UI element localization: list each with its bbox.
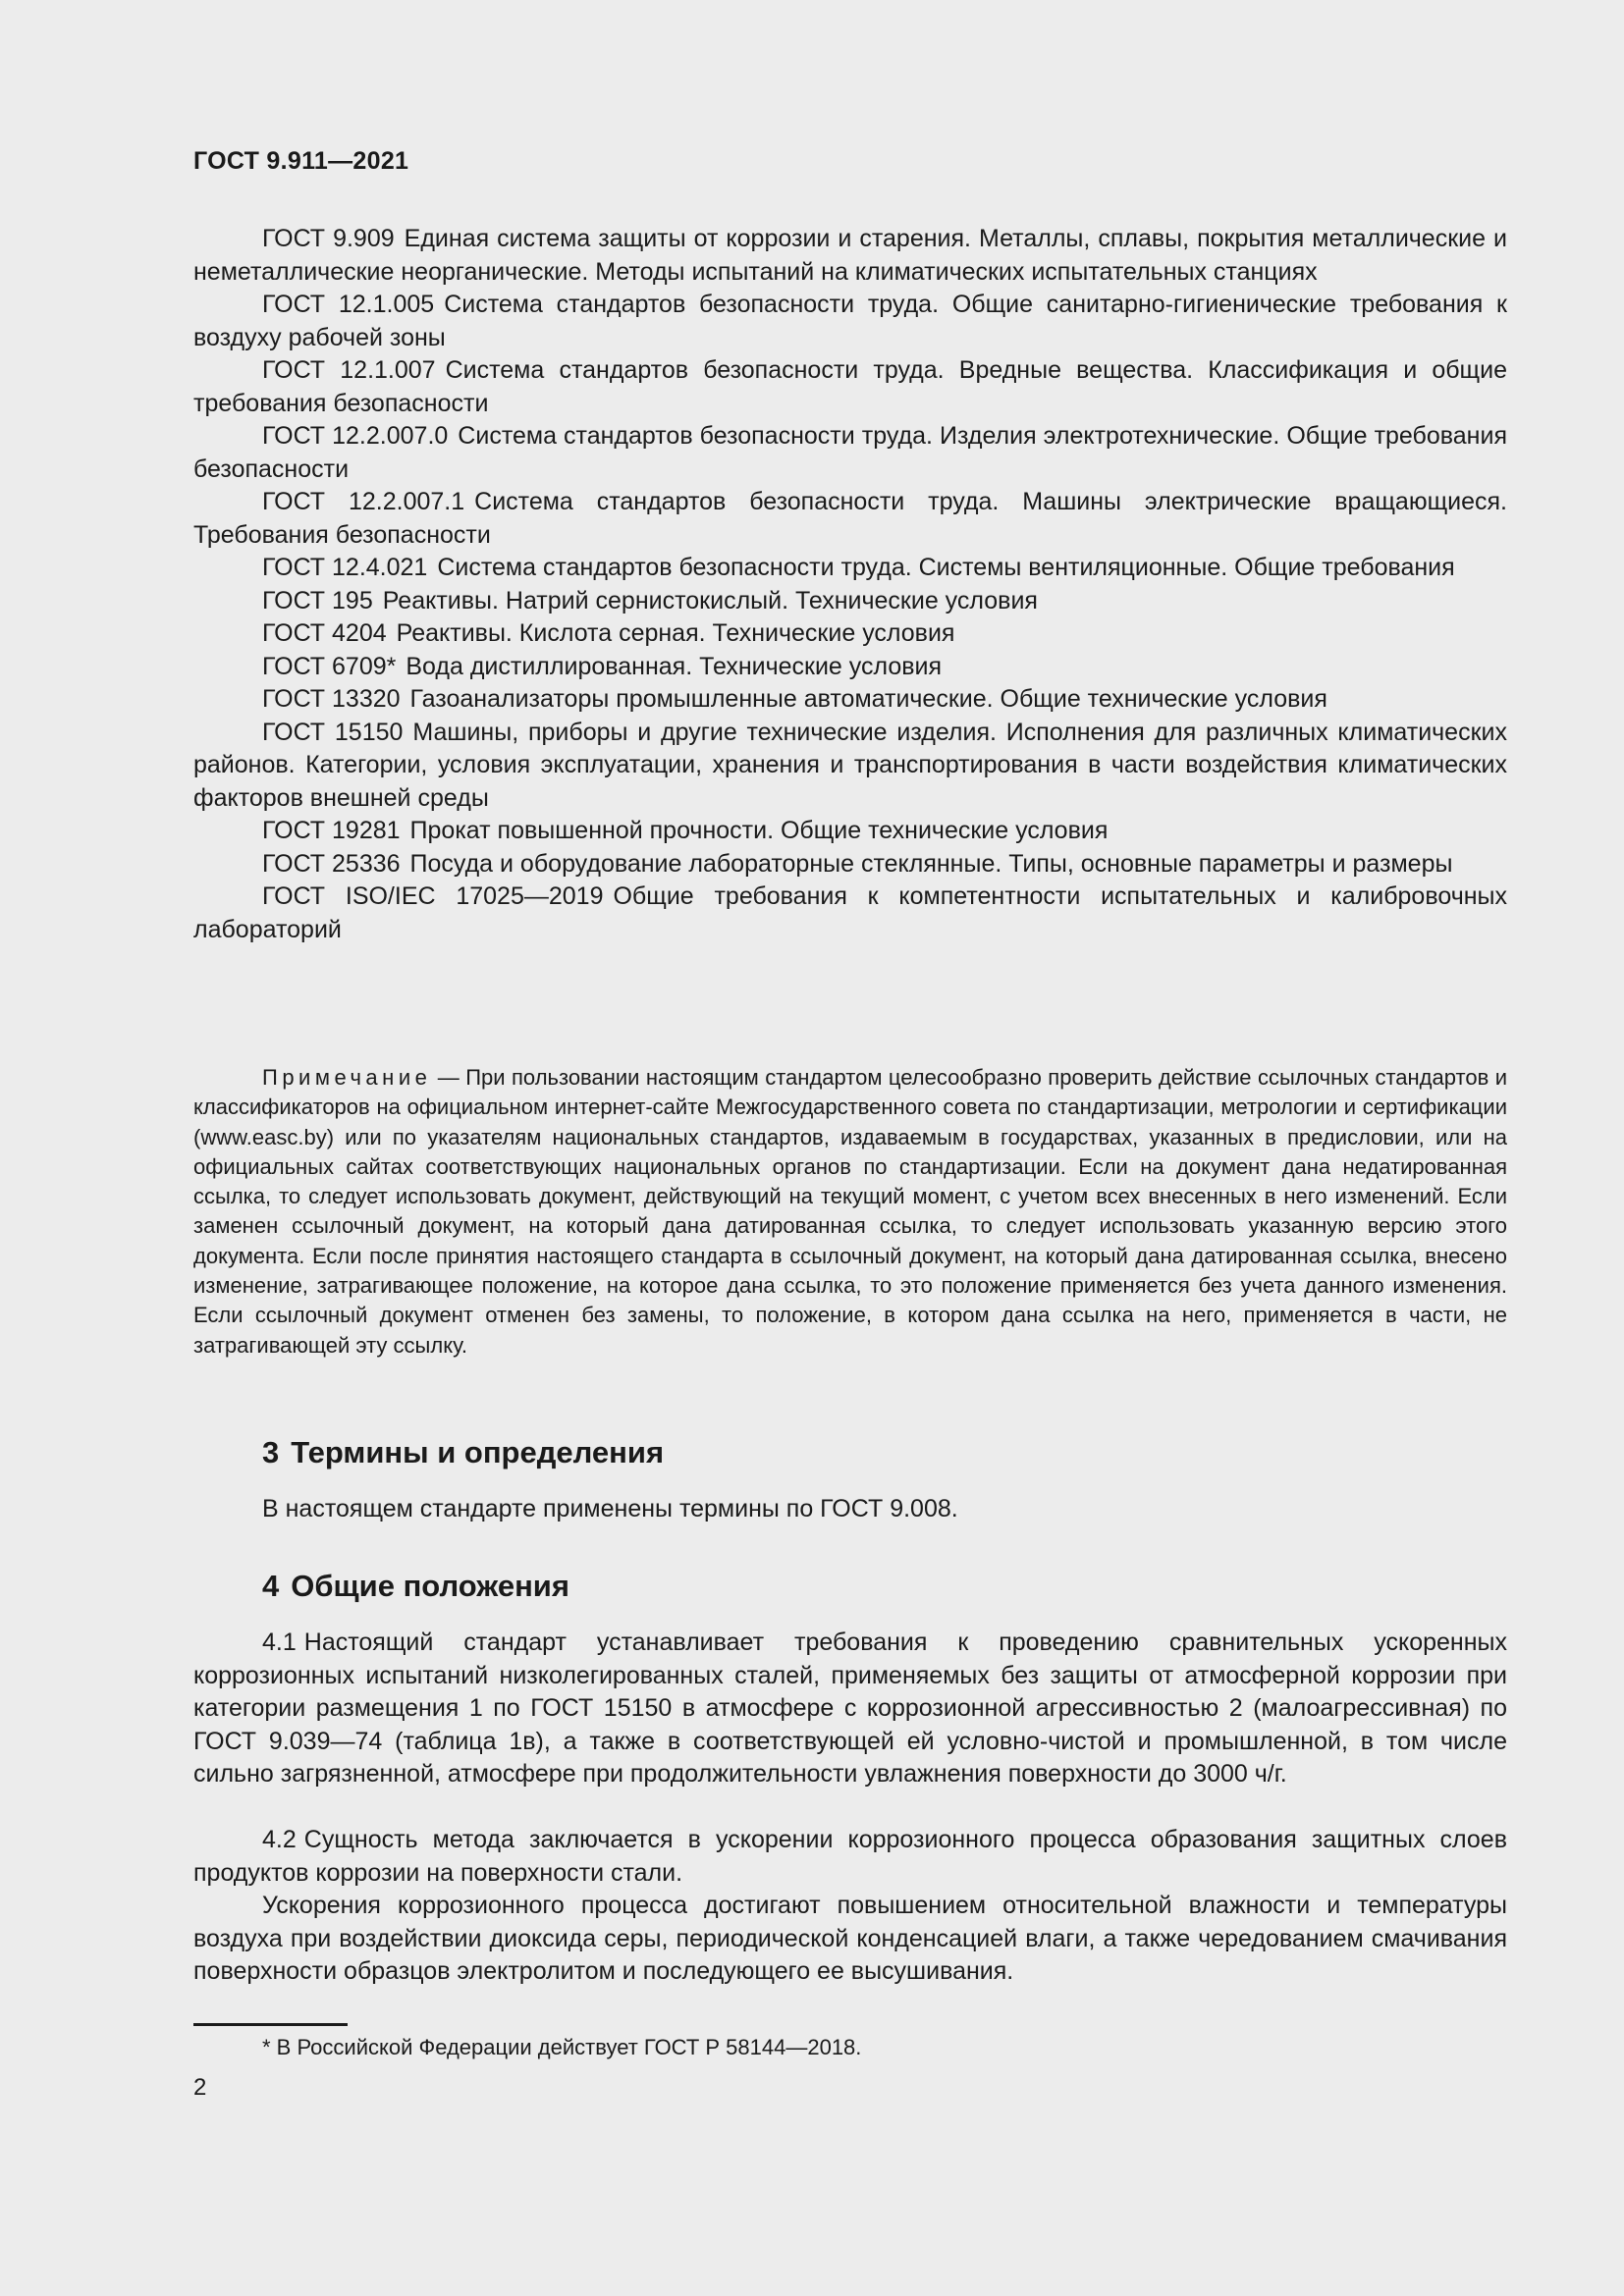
reference-code: ГОСТ 12.2.007.0 [262, 422, 449, 450]
note-block [193, 1063, 1507, 1361]
note-label: Примечание [262, 1065, 432, 1090]
section-number: 4 [262, 1569, 280, 1603]
reference-code: ГОСТ 12.4.021 [262, 554, 428, 581]
footnote-divider [193, 2023, 348, 2026]
reference-code: ГОСТ 12.2.007.1 [262, 488, 465, 515]
reference-code: ГОСТ 12.1.005 [262, 291, 435, 318]
reference-code: ГОСТ 195 [262, 586, 373, 614]
reference-code: ГОСТ 19281 [262, 817, 401, 844]
reference-title: Система стандартов безопасности труда. Машины электрические вращающиеся. Требования безопасности [193, 488, 1508, 549]
reference-item [193, 354, 1507, 420]
reference-item [193, 848, 1507, 881]
page-number: 2 [193, 2074, 207, 2101]
reference-title: Система стандартов безопасности труда. Вредные вещества. Классификация и общие требования безопасности [193, 356, 1507, 417]
normative-references-list [193, 223, 1507, 946]
reference-title: Прокат повышенной прочности. Общие технические условия [409, 817, 1109, 844]
reference-title: Газоанализаторы промышленные автоматические. Общие технические условия [409, 685, 1327, 713]
reference-title: Реактивы. Натрий сернистокислый. Технические условия [382, 586, 1038, 614]
section-3-text: В настоящем стандарте применены термины по ГОСТ 9.008. [262, 1495, 958, 1522]
reference-item [193, 420, 1507, 486]
reference-code: ГОСТ 6709* [262, 652, 397, 680]
reference-title: Система стандартов безопасности труда. Системы вентиляционные. Общие требования [437, 554, 1455, 581]
reference-code: ГОСТ 25336 [262, 849, 401, 878]
reference-item [193, 289, 1507, 354]
note-text: — При пользовании настоящим стандартом целесообразно проверить действие ссылочных стандартов и классификаторов на официальном интернет-сайте Межгосударственного совета по стандартизации, метрологии и сертификации (www.easc.by) или по указателям национальных стандартов, издаваемым в государствах, указанных в предисловии, или на официальных сайтах соответствующих национальных органов по стандартизации. Если на документ дана недатированная ссылка, то следует использовать документ, действующий на текущий момент, с учетом всех внесенных в него изменений. Если заменен ссылочный документ, на который дана датированная ссылка, то следует использовать указанную версию этого документа. Если после принятия настоящего стандарта в ссылочный документ, на который дана датированная ссылка, внесено изменение, затрагивающее положение, на которое дана ссылка, то это положение применяется без учета данного изменения. Если ссылочный документ отменен без замены, то положение, в котором дана ссылка на него, применяется в части, не затрагивающей эту ссылку. [193, 1065, 1507, 1358]
section-number: 3 [262, 1435, 280, 1469]
reference-code: ГОСТ 4204 [262, 619, 387, 647]
section-3-heading [262, 1435, 664, 1470]
reference-item [193, 552, 1507, 585]
reference-code: ГОСТ 13320 [262, 685, 401, 713]
paragraph-number: 4.2 [262, 1826, 297, 1853]
reference-code: ГОСТ 12.1.007 [262, 356, 436, 384]
reference-code: ГОСТ 15150 [262, 718, 404, 746]
reference-item [193, 815, 1507, 848]
paragraph-text: Настоящий стандарт устанавливает требования к проведению сравнительных ускоренных коррозионных испытаний низколегированных сталей, применяемых без защиты от атмосферной коррозии при категории размещения 1 по ГОСТ 15150 в атмосфере с коррозионной агрессивностью 2 (малоагрессивная) по ГОСТ 9.039—74 (таблица 1в), а также в соответствующей ей условно-чистой и промышленной, в том числе сильно загрязненной, атмосфере при продолжительности увлажнения поверхности до 3000 ч/г. [193, 1629, 1507, 1788]
section-4-heading [262, 1569, 569, 1604]
document-header: ГОСТ 9.911—2021 [193, 147, 409, 175]
reference-title: Посуда и оборудование лабораторные стеклянные. Типы, основные параметры и размеры [409, 849, 1453, 878]
paragraph-number: 4.1 [262, 1629, 297, 1656]
reference-title: Система стандартов безопасности труда. Общие санитарно-гигиенические требования к воздуху рабочей зоны [193, 291, 1507, 351]
section-title: Термины и определения [291, 1435, 665, 1469]
reference-title: Система стандартов безопасности труда. Изделия электротехнические. Общие требования безопасности [193, 422, 1507, 483]
reference-item [193, 717, 1507, 816]
reference-code: ГОСТ ISO/IEC 17025—2019 [262, 882, 604, 910]
reference-item [193, 683, 1507, 717]
reference-title: Общие требования к компетентности испытательных и калибровочных лабораторий [193, 882, 1507, 943]
reference-title: Единая система защиты от коррозии и старения. Металлы, сплавы, покрытия металлические и неметаллические неорганические. Методы испытаний на климатических испытательных станциях [193, 225, 1507, 286]
paragraph-4-2 [193, 1824, 1507, 1890]
section-title: Общие положения [291, 1569, 569, 1603]
footnote: * В Российской Федерации действует ГОСТ Р 58144—2018. [262, 2035, 862, 2059]
reference-title: Машины, приборы и другие технические изделия. Исполнения для различных климатических районов. Категории, условия эксплуатации, хранения и транспортирования в части воздействия климатических факторов внешней среды [193, 718, 1507, 812]
reference-item [193, 223, 1507, 289]
reference-item [193, 651, 1507, 684]
reference-title: Вода дистиллированная. Технические условия [406, 652, 943, 680]
document-page [193, 0, 1507, 2296]
paragraph-4-1 [193, 1627, 1507, 1791]
paragraph-text: Сущность метода заключается в ускорении коррозионного процесса образования защитных слоев продуктов коррозии на поверхности стали. [193, 1826, 1507, 1887]
reference-code: ГОСТ 9.909 [262, 225, 395, 252]
reference-title: Реактивы. Кислота серная. Технические условия [396, 619, 955, 647]
paragraph-4-2-continued: Ускорения коррозионного процесса достигают повышением относительной влажности и температуры воздуха при воздействии диоксида серы, периодической конденсацией влаги, а также чередованием смачивания поверхности образцов электролитом и последующего ее высушивания. [193, 1892, 1507, 1985]
reference-item [193, 486, 1507, 552]
reference-item [193, 617, 1507, 651]
reference-item [193, 585, 1507, 618]
reference-item [193, 881, 1507, 946]
